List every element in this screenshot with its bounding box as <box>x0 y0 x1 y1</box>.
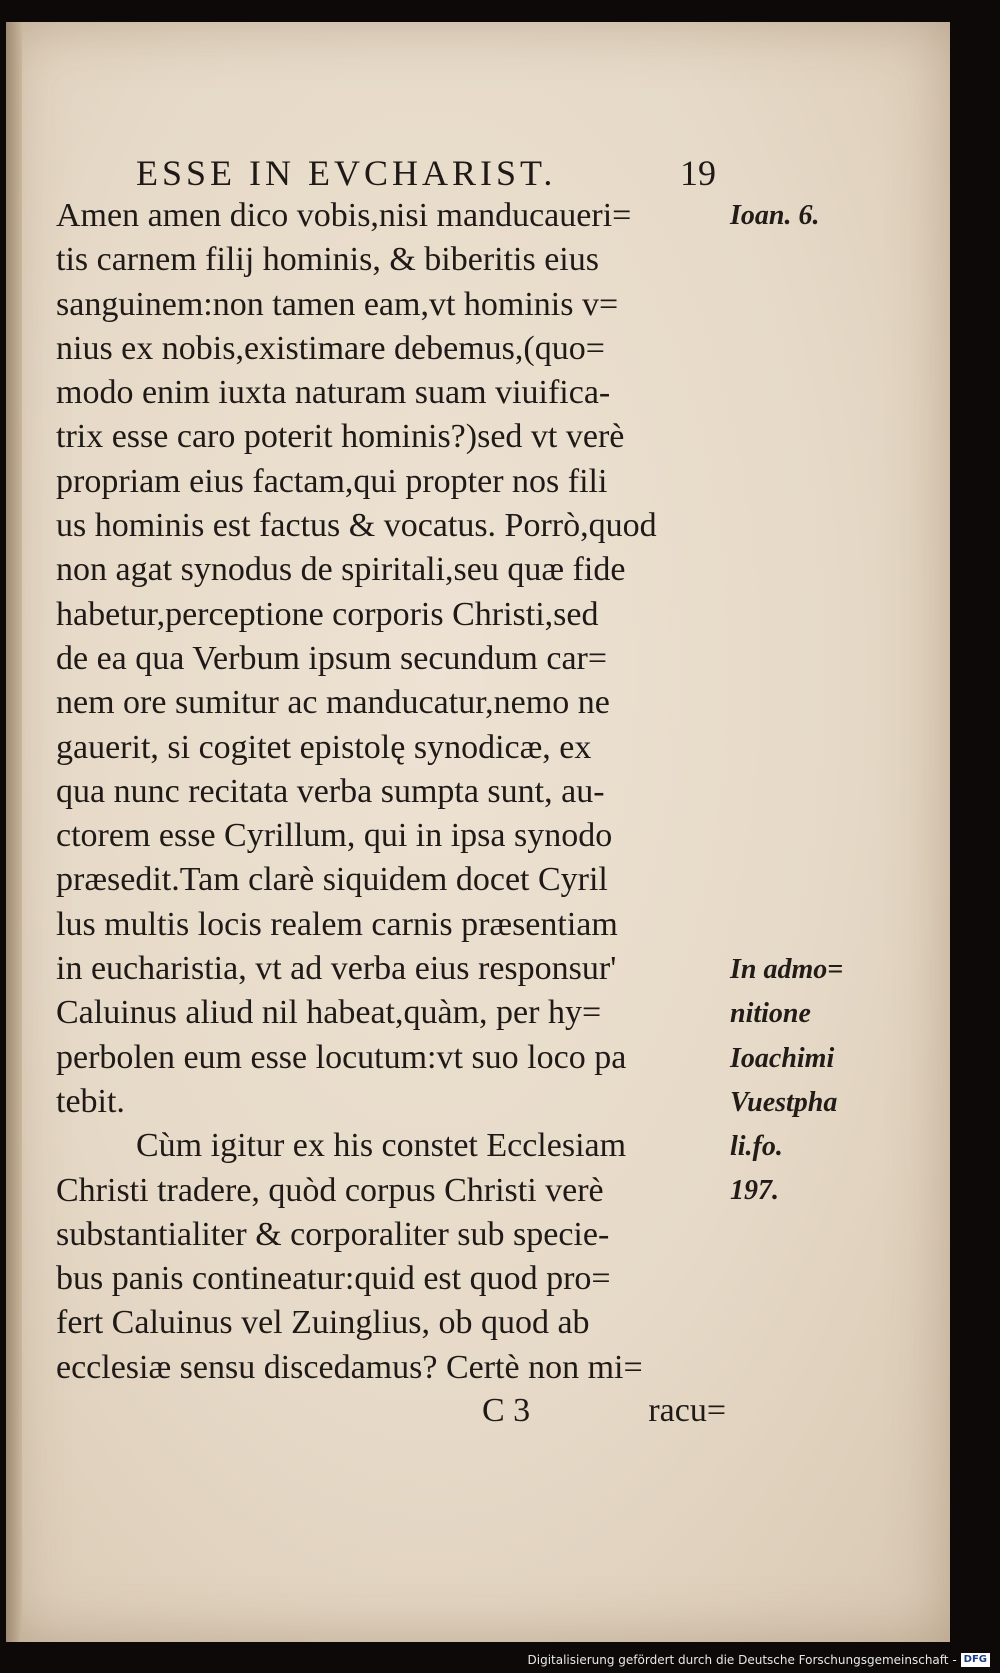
marginal-note-line: Ioan. 6. <box>730 200 820 231</box>
marginal-note-line: li.fo. <box>730 1131 783 1163</box>
text-line: propriam eius factam,qui propter nos fili <box>56 462 608 500</box>
body-text <box>56 194 726 1390</box>
text-line: non agat synodus de spiritali,seu quæ fide <box>56 551 626 589</box>
text-line: perbolen eum esse locutum:vt suo loco pa <box>56 1038 627 1076</box>
text-line: præsedit.Tam clarè siquidem docet Cyril <box>56 861 608 899</box>
text-line: habetur,perceptione corporis Christi,sed <box>56 595 599 633</box>
text-line: ctorem esse Cyrillum, qui in ipsa synodo <box>56 817 613 855</box>
marginal-note-top <box>730 194 900 238</box>
text-line: ecclesiæ sensu discedamus? Certè non mi= <box>56 1348 643 1386</box>
text-line: us hominis est factus & vocatus. Porrò,quod <box>56 507 657 545</box>
text-line: qua nunc recitata verba sumpta sunt, au- <box>56 772 605 810</box>
text-line: tebit. <box>56 1082 125 1120</box>
text-line: gauerit, si cogitet epistolę synodicæ, ex <box>56 728 592 766</box>
dfg-logo: DFG <box>961 1653 990 1667</box>
signature-mark: C 3 <box>482 1392 531 1429</box>
credit-text: Digitalisierung gefördert durch die Deutsche Forschungsgemeinschaft - <box>527 1653 957 1667</box>
digitization-credit <box>528 1651 991 1669</box>
text-line: fert Caluinus vel Zuinglius, ob quod ab <box>56 1304 590 1342</box>
text-line: bus panis contineatur:quid est quod pro= <box>56 1260 611 1298</box>
text-line: sanguinem:non tamen eam,vt hominis v= <box>56 285 619 323</box>
running-header <box>136 152 716 192</box>
text-line: nem ore sumitur ac manducatur,nemo ne <box>56 684 610 722</box>
text-line: trix esse caro poterit hominis?)sed vt verè <box>56 418 625 456</box>
text-line: Cùm igitur ex his constet Ecclesiam <box>136 1127 627 1165</box>
page-number: 19 <box>680 153 716 193</box>
running-title: ESSE IN EVCHARIST. <box>136 153 557 193</box>
page-foot <box>6 1392 726 1436</box>
book-page <box>6 22 950 1642</box>
text-line: modo enim iuxta naturam suam viuifica- <box>56 374 611 412</box>
marginal-note-line: Ioachimi <box>730 1042 835 1074</box>
marginal-note-line: In admo= <box>730 954 844 985</box>
marginal-note-line: 197. <box>730 1175 779 1207</box>
marginal-note-line: Vuestpha <box>730 1086 838 1118</box>
text-line: tis carnem filij hominis, & biberitis eius <box>56 241 599 279</box>
text-line: Amen amen dico vobis,nisi manducaueri= <box>56 197 632 234</box>
text-line: Caluinus aliud nil habeat,quàm, per hy= <box>56 994 602 1032</box>
text-line: nius ex nobis,existimare debemus,(quo= <box>56 329 605 367</box>
marginal-note-line: nitione <box>730 998 811 1030</box>
catchword: racu= <box>648 1392 726 1429</box>
text-line: substantialiter & corporaliter sub specie- <box>56 1215 610 1253</box>
text-line: de ea qua Verbum ipsum secundum car= <box>56 639 608 677</box>
marginal-note-lower <box>730 948 900 1214</box>
text-line: in eucharistia, vt ad verba eius responsur' <box>56 950 617 988</box>
text-line: lus multis locis realem carnis præsentiam <box>56 905 618 943</box>
text-line: Christi tradere, quòd corpus Christi verè <box>56 1171 604 1209</box>
